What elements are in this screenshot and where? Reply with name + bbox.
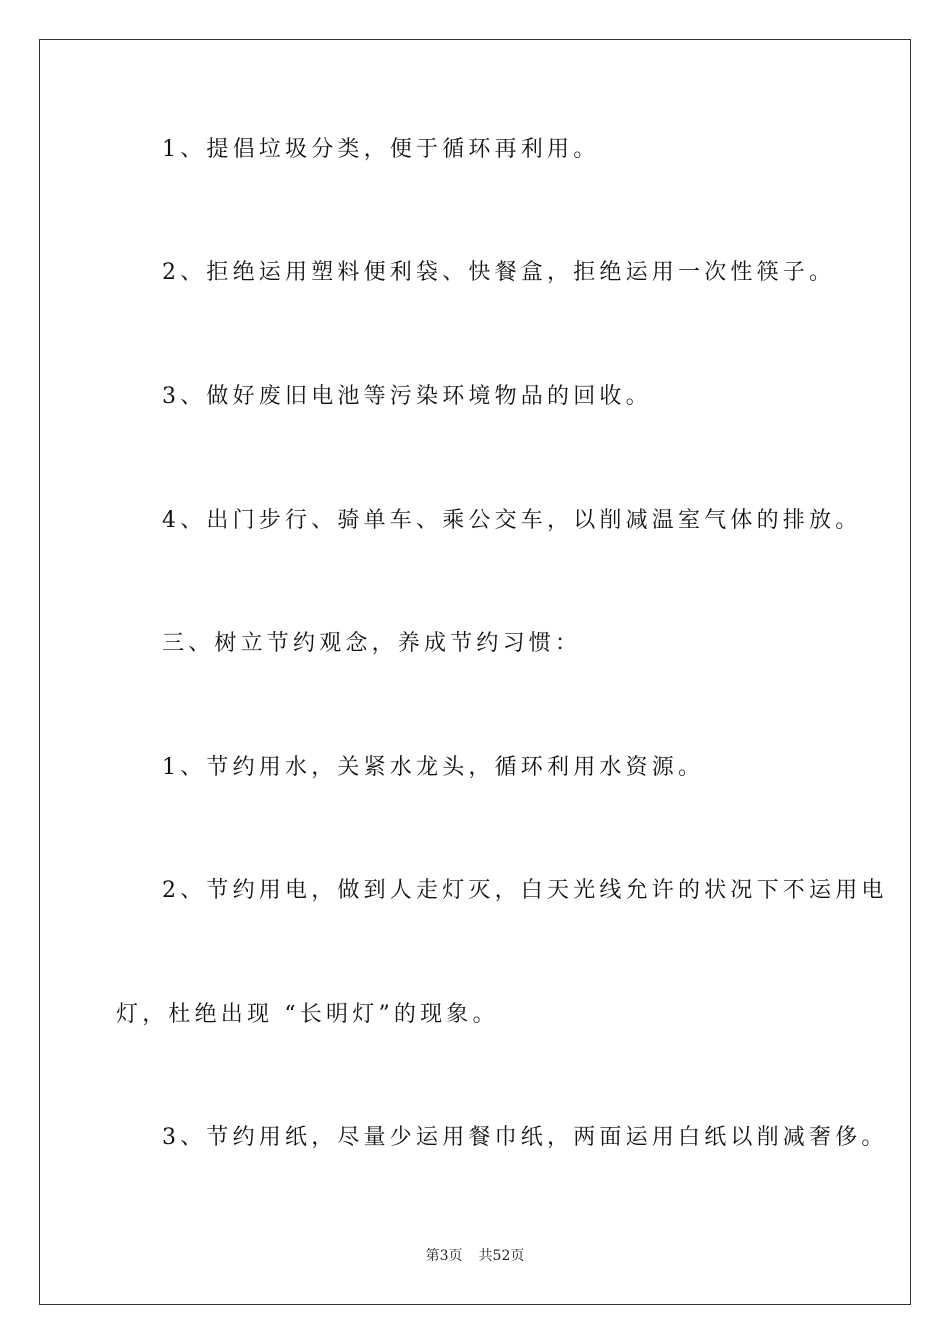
paragraph: 3、做好废旧电池等污染环境物品的回收。: [162, 384, 652, 409]
page-footer: [0, 1247, 950, 1265]
paragraph: 1、节约用水，关紧水龙头，循环利用水资源。: [162, 755, 705, 780]
paragraph-continuation: 灯，杜绝出现 “长明灯”的现象。: [116, 1002, 499, 1027]
paragraph: 2、节约用电，做到人走灯灭，白天光线允许的状况下不运用电: [162, 878, 888, 903]
section-heading: 三、树立节约观念，养成节约习惯：: [162, 631, 582, 656]
page-total: 共52页: [478, 1248, 525, 1264]
page-border: [39, 39, 911, 1305]
paragraph: 4、出门步行、骑单车、乘公交车，以削减温室气体的排放。: [162, 508, 862, 533]
paragraph: 2、拒绝运用塑料便利袋、快餐盒，拒绝运用一次性筷子。: [162, 260, 836, 285]
paragraph: 3、节约用纸，尽量少运用餐巾纸，两面运用白纸以削减奢侈。: [162, 1125, 888, 1150]
paragraph: 1、提倡垃圾分类，便于循环再利用。: [162, 137, 600, 162]
page-number: 第3页: [425, 1248, 463, 1264]
